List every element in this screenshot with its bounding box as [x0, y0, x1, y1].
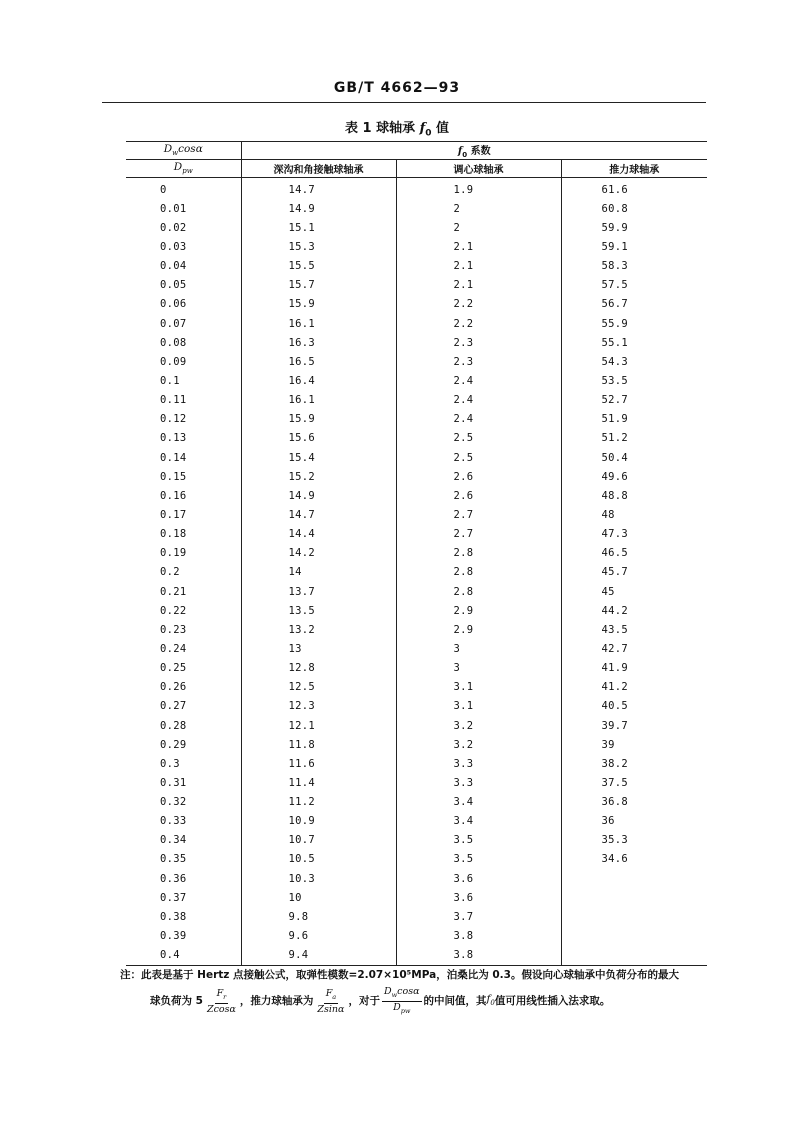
cell-self-aligning: 3 — [396, 659, 561, 678]
cell-deep-groove: 15.9 — [241, 295, 396, 314]
table-row — [126, 295, 707, 314]
table-row — [126, 314, 707, 333]
cell-thrust: 40.5 — [601, 700, 628, 713]
cell-self-aligning: 2.7 — [396, 525, 561, 544]
table-row — [126, 659, 707, 678]
cell-thrust: 59.9 — [601, 221, 628, 234]
cell-self-aligning: 3.6 — [396, 888, 561, 907]
cell-self-aligning: 2 — [396, 199, 561, 218]
cell-ratio: 0.12 — [126, 410, 241, 429]
cell-thrust: 47.3 — [601, 528, 628, 541]
cell-thrust: 57.5 — [601, 279, 628, 292]
cell-self-aligning: 2.8 — [396, 544, 561, 563]
cell-deep-groove: 12.1 — [241, 716, 396, 735]
cell-thrust: 38.2 — [601, 757, 628, 770]
cell-thrust: 48.8 — [601, 489, 628, 502]
cell-self-aligning: 3.5 — [396, 831, 561, 850]
cell-thrust: 41.2 — [601, 681, 628, 694]
note-line-1: 注：此表是基于 Hertz 点接触公式，取弹性模数=2.07×10⁵MPa，泊桑比为 0.3。假设向心球轴承中负荷分布的最大 — [120, 969, 679, 981]
header-self-aligning: 调心球轴承 — [396, 160, 561, 178]
cell-ratio: 0.13 — [126, 429, 241, 448]
cell-ratio: 0.02 — [126, 218, 241, 237]
fraction-radial: $\frac{F_r}{Zcos\alpha}$ — [206, 987, 236, 1015]
table-title-prefix: 表 1 球轴承 — [344, 121, 416, 136]
table-row — [126, 410, 707, 429]
cell-deep-groove: 15.5 — [241, 257, 396, 276]
cell-ratio: 0.39 — [126, 926, 241, 945]
header-f0-group: $f_0$ 系数 — [241, 142, 707, 160]
cell-thrust: 48 — [601, 508, 615, 521]
table-title — [0, 117, 794, 139]
cell-self-aligning: 3.7 — [396, 907, 561, 926]
cell-deep-groove: 15.4 — [241, 448, 396, 467]
cell-deep-groove: 12.3 — [241, 697, 396, 716]
table-row — [126, 926, 707, 945]
table-row — [126, 582, 707, 601]
table-row — [126, 352, 707, 371]
cell-ratio: 0.2 — [126, 563, 241, 582]
cell-self-aligning: 3.4 — [396, 812, 561, 831]
table-row — [126, 218, 707, 237]
table-row — [126, 888, 707, 907]
cell-self-aligning: 2 — [396, 218, 561, 237]
cell-deep-groove: 16.1 — [241, 314, 396, 333]
cell-ratio: 0.23 — [126, 620, 241, 639]
cell-ratio: 0.16 — [126, 486, 241, 505]
cell-deep-groove: 9.6 — [241, 926, 396, 945]
cell-thrust: 52.7 — [601, 394, 628, 407]
cell-self-aligning: 2.5 — [396, 448, 561, 467]
table-row — [126, 639, 707, 658]
cell-deep-groove: 9.8 — [241, 907, 396, 926]
cell-self-aligning: 2.6 — [396, 486, 561, 505]
cell-thrust: 59.1 — [601, 240, 628, 253]
table-row — [126, 697, 707, 716]
table-title-symbol: f — [419, 121, 426, 136]
cell-ratio: 0.08 — [126, 333, 241, 352]
cell-ratio: 0.15 — [126, 467, 241, 486]
cell-ratio: 0.01 — [126, 199, 241, 218]
cell-deep-groove: 11.8 — [241, 735, 396, 754]
cell-self-aligning: 2.4 — [396, 371, 561, 390]
table-row — [126, 467, 707, 486]
table-row — [126, 907, 707, 926]
cell-ratio: 0.05 — [126, 276, 241, 295]
cell-ratio: 0 — [126, 178, 241, 200]
cell-deep-groove: 10.9 — [241, 812, 396, 831]
cell-self-aligning: 3.1 — [396, 697, 561, 716]
header-ratio-denominator: $D_{pw}$ — [126, 160, 241, 178]
cell-thrust — [561, 888, 707, 907]
cell-ratio: 0.31 — [126, 773, 241, 792]
table-row — [126, 391, 707, 410]
cell-self-aligning: 2.8 — [396, 563, 561, 582]
cell-thrust: 36.8 — [601, 796, 628, 809]
table-row — [126, 563, 707, 582]
cell-ratio: 0.03 — [126, 237, 241, 256]
cell-deep-groove: 12.5 — [241, 678, 396, 697]
fraction-ratio: $\frac{D_w\cos\alpha}{D_{pw}}$ — [383, 986, 420, 1015]
header-rule — [102, 102, 706, 103]
cell-thrust: 55.1 — [601, 336, 628, 349]
cell-self-aligning: 1.9 — [396, 178, 561, 200]
cell-deep-groove: 10 — [241, 888, 396, 907]
cell-thrust: 53.5 — [601, 374, 628, 387]
cell-self-aligning: 3.4 — [396, 793, 561, 812]
cell-deep-groove: 10.7 — [241, 831, 396, 850]
table-row — [126, 812, 707, 831]
cell-deep-groove: 16.3 — [241, 333, 396, 352]
cell-self-aligning: 2.3 — [396, 352, 561, 371]
cell-deep-groove: 14.9 — [241, 486, 396, 505]
note-line-2: 球负荷为 5 $\frac{F_r}{Zcos\alpha}$ ，推力球轴承为 $\frac{F_a}{Zsin\alpha}$ ，对于 $\frac{D_w\cos\alpha}{D_{pw}}$ 的中间值，其 $f_0$ 值可用线性插入法求取。 — [150, 986, 611, 1015]
cell-self-aligning: 2.4 — [396, 391, 561, 410]
cell-thrust: 60.8 — [601, 202, 628, 215]
table-header-row-1 — [126, 142, 707, 160]
cell-deep-groove: 11.2 — [241, 793, 396, 812]
cell-self-aligning: 2.7 — [396, 505, 561, 524]
cell-deep-groove: 14 — [241, 563, 396, 582]
cell-thrust: 36 — [601, 815, 615, 828]
table-row — [126, 257, 707, 276]
cell-thrust: 42.7 — [601, 642, 628, 655]
table-row — [126, 735, 707, 754]
cell-ratio: 0.18 — [126, 525, 241, 544]
cell-ratio: 0.4 — [126, 946, 241, 966]
cell-ratio: 0.19 — [126, 544, 241, 563]
table-row — [126, 178, 707, 200]
cell-deep-groove: 14.4 — [241, 525, 396, 544]
cell-self-aligning: 3.8 — [396, 926, 561, 945]
cell-deep-groove: 13.7 — [241, 582, 396, 601]
table-row — [126, 678, 707, 697]
table-row — [126, 505, 707, 524]
table-row — [126, 544, 707, 563]
cell-self-aligning: 2.4 — [396, 410, 561, 429]
cell-deep-groove: 14.7 — [241, 505, 396, 524]
table-row — [126, 773, 707, 792]
cell-self-aligning: 3 — [396, 639, 561, 658]
cell-deep-groove: 12.8 — [241, 659, 396, 678]
table-row — [126, 199, 707, 218]
cell-ratio: 0.11 — [126, 391, 241, 410]
cell-deep-groove: 9.4 — [241, 946, 396, 966]
cell-thrust: 54.3 — [601, 355, 628, 368]
cell-deep-groove: 15.7 — [241, 276, 396, 295]
cell-deep-groove: 15.6 — [241, 429, 396, 448]
cell-thrust: 50.4 — [601, 451, 628, 464]
table-row — [126, 448, 707, 467]
cell-self-aligning: 2.6 — [396, 467, 561, 486]
cell-thrust — [561, 907, 707, 926]
cell-thrust: 45 — [601, 585, 615, 598]
cell-thrust: 43.5 — [601, 623, 628, 636]
cell-self-aligning: 2.1 — [396, 257, 561, 276]
cell-self-aligning: 2.5 — [396, 429, 561, 448]
table-row — [126, 525, 707, 544]
cell-deep-groove: 13.2 — [241, 620, 396, 639]
cell-ratio: 0.27 — [126, 697, 241, 716]
cell-self-aligning: 2.9 — [396, 601, 561, 620]
cell-self-aligning: 3.1 — [396, 678, 561, 697]
header-deep-groove: 深沟和角接触球轴承 — [241, 160, 396, 178]
cell-thrust — [561, 946, 707, 966]
cell-deep-groove: 15.9 — [241, 410, 396, 429]
cell-ratio: 0.38 — [126, 907, 241, 926]
cell-ratio: 0.24 — [126, 639, 241, 658]
cell-ratio: 0.29 — [126, 735, 241, 754]
cell-thrust: 51.2 — [601, 432, 628, 445]
cell-self-aligning: 3.6 — [396, 869, 561, 888]
cell-thrust: 39.7 — [601, 719, 628, 732]
cell-thrust: 49.6 — [601, 470, 628, 483]
cell-thrust: 58.3 — [601, 260, 628, 273]
cell-ratio: 0.17 — [126, 505, 241, 524]
cell-thrust: 45.7 — [601, 566, 628, 579]
cell-ratio: 0.14 — [126, 448, 241, 467]
cell-ratio: 0.33 — [126, 812, 241, 831]
cell-deep-groove: 16.5 — [241, 352, 396, 371]
table-header-row-2 — [126, 160, 707, 178]
table-row — [126, 620, 707, 639]
cell-thrust: 34.6 — [601, 853, 628, 866]
cell-thrust: 35.3 — [601, 834, 628, 847]
cell-ratio: 0.37 — [126, 888, 241, 907]
cell-thrust: 44.2 — [601, 604, 628, 617]
cell-deep-groove: 15.1 — [241, 218, 396, 237]
table-row — [126, 850, 707, 869]
table-row — [126, 869, 707, 888]
cell-ratio: 0.1 — [126, 371, 241, 390]
cell-ratio: 0.06 — [126, 295, 241, 314]
table-title-suffix: 值 — [436, 121, 450, 136]
cell-deep-groove: 11.6 — [241, 754, 396, 773]
table-row — [126, 486, 707, 505]
cell-ratio: 0.26 — [126, 678, 241, 697]
fraction-thrust: $\frac{F_a}{Zsin\alpha}$ — [317, 987, 345, 1015]
cell-ratio: 0.09 — [126, 352, 241, 371]
table-body — [126, 178, 707, 966]
cell-thrust: 46.5 — [601, 547, 628, 560]
table-row — [126, 793, 707, 812]
cell-thrust: 56.7 — [601, 298, 628, 311]
cell-self-aligning: 2.9 — [396, 620, 561, 639]
cell-ratio: 0.34 — [126, 831, 241, 850]
cell-deep-groove: 16.4 — [241, 371, 396, 390]
table-row — [126, 754, 707, 773]
table-note — [120, 964, 710, 1017]
cell-ratio: 0.28 — [126, 716, 241, 735]
cell-ratio: 0.35 — [126, 850, 241, 869]
cell-deep-groove: 15.2 — [241, 467, 396, 486]
cell-self-aligning: 2.2 — [396, 314, 561, 333]
cell-self-aligning: 3.2 — [396, 735, 561, 754]
header-ratio-numerator: $D_w\cos\alpha$ — [126, 142, 241, 160]
cell-thrust: 41.9 — [601, 662, 628, 675]
table-row — [126, 716, 707, 735]
table-row — [126, 831, 707, 850]
table-row — [126, 429, 707, 448]
cell-self-aligning: 2.1 — [396, 276, 561, 295]
cell-ratio: 0.04 — [126, 257, 241, 276]
table-row — [126, 946, 707, 966]
table-row — [126, 333, 707, 352]
table-row — [126, 237, 707, 256]
cell-deep-groove: 14.9 — [241, 199, 396, 218]
cell-thrust — [561, 869, 707, 888]
cell-ratio: 0.07 — [126, 314, 241, 333]
cell-self-aligning: 3.8 — [396, 946, 561, 966]
cell-thrust: 39 — [601, 738, 615, 751]
cell-thrust: 55.9 — [601, 317, 628, 330]
header-thrust: 推力球轴承 — [561, 160, 707, 178]
cell-self-aligning: 2.3 — [396, 333, 561, 352]
cell-ratio: 0.22 — [126, 601, 241, 620]
cell-deep-groove: 13.5 — [241, 601, 396, 620]
cell-self-aligning: 3.2 — [396, 716, 561, 735]
cell-deep-groove: 15.3 — [241, 237, 396, 256]
cell-self-aligning: 3.3 — [396, 773, 561, 792]
cell-ratio: 0.25 — [126, 659, 241, 678]
cell-self-aligning: 2.1 — [396, 237, 561, 256]
cell-self-aligning: 2.2 — [396, 295, 561, 314]
cell-deep-groove: 11.4 — [241, 773, 396, 792]
cell-self-aligning: 3.5 — [396, 850, 561, 869]
cell-deep-groove: 16.1 — [241, 391, 396, 410]
cell-self-aligning: 2.8 — [396, 582, 561, 601]
cell-deep-groove: 10.3 — [241, 869, 396, 888]
cell-deep-groove: 10.5 — [241, 850, 396, 869]
cell-ratio: 0.3 — [126, 754, 241, 773]
cell-ratio: 0.32 — [126, 793, 241, 812]
cell-thrust — [561, 926, 707, 945]
table-row — [126, 276, 707, 295]
cell-ratio: 0.21 — [126, 582, 241, 601]
cell-thrust: 51.9 — [601, 413, 628, 426]
cell-deep-groove: 13 — [241, 639, 396, 658]
table-title-symbol-sub: 0 — [425, 128, 432, 139]
cell-deep-groove: 14.7 — [241, 178, 396, 200]
cell-ratio: 0.36 — [126, 869, 241, 888]
standard-number-header: GB/T 4662—93 — [333, 80, 461, 96]
cell-self-aligning: 3.3 — [396, 754, 561, 773]
cell-thrust: 61.6 — [601, 183, 628, 196]
f0-values-table — [126, 141, 707, 966]
cell-deep-groove: 14.2 — [241, 544, 396, 563]
table-row — [126, 601, 707, 620]
table-row — [126, 371, 707, 390]
cell-thrust: 37.5 — [601, 776, 628, 789]
